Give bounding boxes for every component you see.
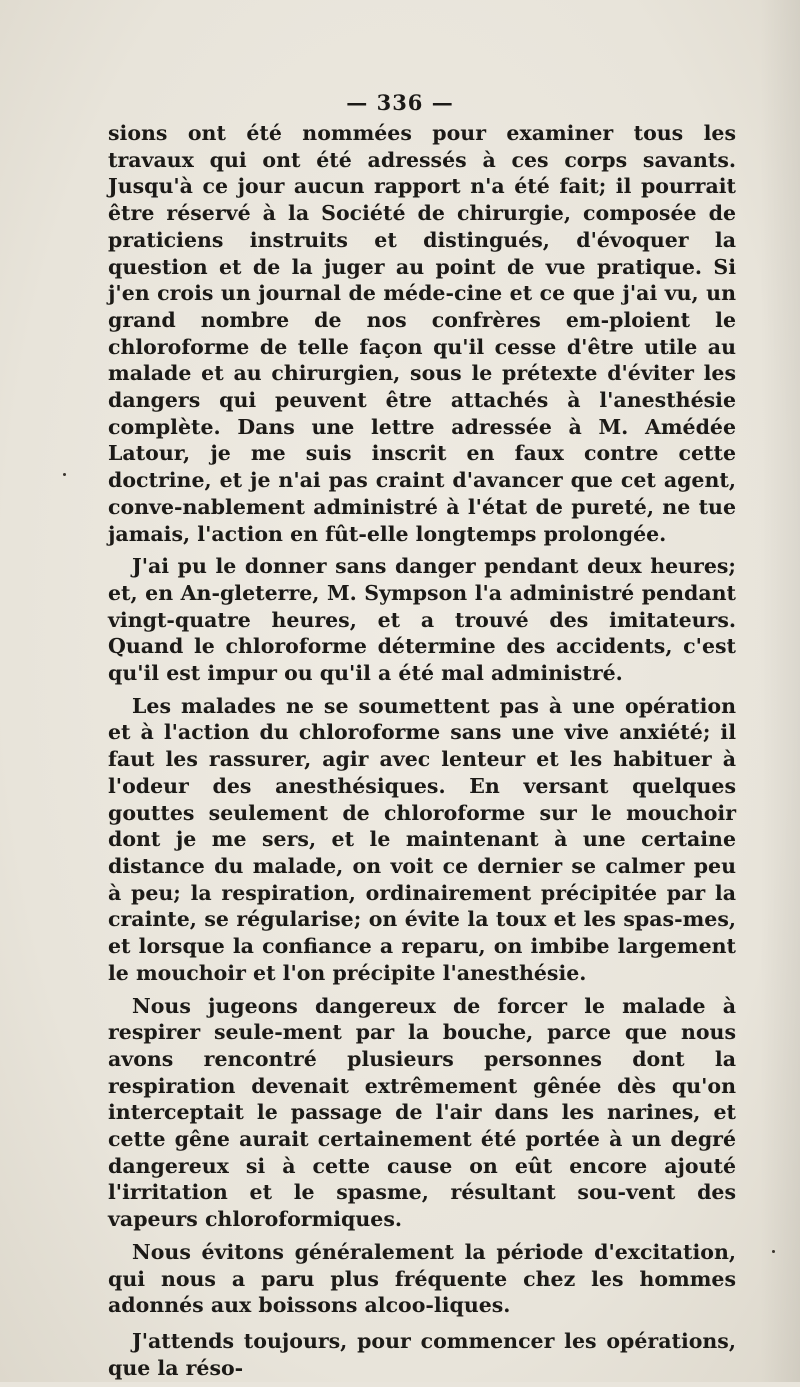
- body-text: [108, 120, 736, 1387]
- page-edge-shadow: [760, 0, 800, 1382]
- margin-speck: [63, 473, 66, 476]
- page-number: — 336 —: [346, 90, 454, 115]
- paragraph-2: J'ai pu le donner sans danger pendant deux heures; et, en An-gleterre, M. Sympson l'a administré pendant vingt-quatre heures, et a trouvé des imitateurs. Quand le chloroforme détermine des accidents, c'est qu'il est impur ou qu'il a été mal administré.: [108, 554, 736, 686]
- paragraph-1: sions ont été nommées pour examiner tous les travaux qui ont été adressés à ces corps savants. Jusqu'à ce jour aucun rapport n'a été fait; il pourrait être réservé à la Société de chirurgie, composée de praticiens instruits et distingués, d'évoquer la question et de la juger au point de vue pratique. Si j'en crois un journal de méde-cine et ce que j'ai vu, un grand nombre de nos confrères em-ploient le chloroforme de telle façon qu'il cesse d'être utile au malade et au chirurgien, sous le prétexte d'éviter les dangers qui peuvent être attachés à l'anesthésie complète. Dans une lettre adressée à M. Amédée Latour, je me suis inscrit en faux contre cette doctrine, et je n'ai pas craint d'avancer que cet agent, conve-nablement administré à l'état de pureté, ne tue jamais, l'action en fût-elle longtemps prolongée.: [108, 121, 736, 546]
- paragraph-3: Les malades ne se soumettent pas à une opération et à l'action du chloroforme sans une vive anxiété; il faut les rassurer, agir avec lenteur et les habituer à l'odeur des anesthésiques. En versant quelques gouttes seulement de chloroforme sur le mouchoir dont je me sers, et le maintenant à une certaine distance du malade, on voit ce dernier se calmer peu à peu; la respiration, ordinairement précipitée par la crainte, se régularise; on évite la toux et les spas-mes, et lorsque la confiance a reparu, on imbibe largement le mouchoir et l'on précipite l'anesthésie.: [108, 693, 736, 985]
- margin-speck: [772, 1250, 775, 1253]
- paragraph-4: Nous jugeons dangereux de forcer le malade à respirer seule-ment par la bouche, parce que nous avons rencontré plusieurs personnes dont la respiration devenait extrêmement gênée dès qu'on interceptait le passage de l'air dans les narines, et cette gêne aurait certainement été portée à un degré dangereux si à cette cause on eût encore ajouté l'irritation et le spasme, résultant sou-vent des vapeurs chloroformiques.: [108, 993, 736, 1232]
- paragraph-6: J'attends toujours, pour commencer les opérations, que la réso-: [108, 1328, 736, 1380]
- paragraph-5: Nous évitons généralement la période d'excitation, qui nous a paru plus fréquente chez les hommes adonnés aux boissons alcoo-liques.: [108, 1239, 736, 1318]
